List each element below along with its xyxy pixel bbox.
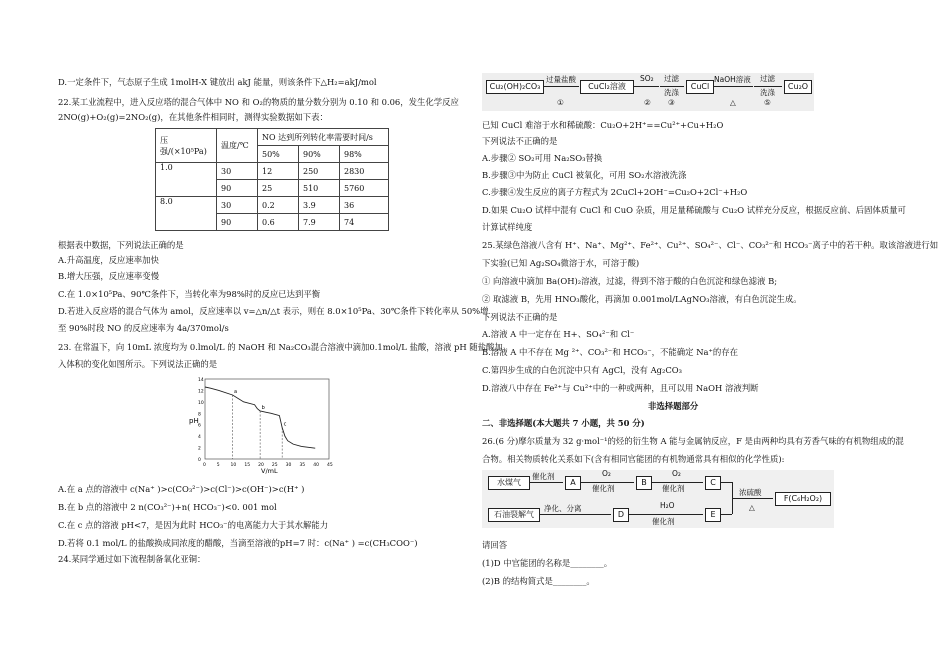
step2-number: ② (644, 98, 651, 107)
q22-option-b: B.增大压强，反应速率变慢 (58, 271, 159, 281)
cell-90: 3.9 (299, 197, 340, 214)
cell-90: 510 (299, 180, 340, 197)
q22-option-d-line1: D.若进入反应塔的混合气体为 amol，反应速率以 v=△n/△t 表示，则在 8.0×10⁵Pa、30℃条件下转化率从 50%增 (58, 306, 489, 316)
point-label: b (261, 405, 265, 411)
arrow (733, 498, 773, 499)
node-c: C (705, 476, 721, 490)
connector (720, 514, 732, 515)
q22-option-c: C.在 1.0×10⁵Pa、90℃条件下，当转化率为98%时的反应已达到平衡 (58, 289, 321, 299)
table-row (156, 197, 389, 214)
arrow (651, 482, 703, 483)
heat-label: △ (749, 503, 755, 512)
header-temperature: 温度/℃ (217, 129, 258, 163)
oxygen-label: O₂ (602, 469, 611, 478)
x-tick-label: 10 (230, 463, 237, 468)
cell-temp: 90 (217, 214, 258, 231)
catalyst-label: 催化剂 (652, 517, 675, 526)
q26-subq2: (2)B 的结构简式是________。 (482, 576, 595, 586)
y-tick-label: 2 (198, 446, 201, 452)
table-row (156, 163, 389, 180)
cell-temp: 30 (217, 197, 258, 214)
cell-98: 2830 (340, 163, 389, 180)
q21-option-d: D.一定条件下，气态原子生成 1molH-X 键放出 akJ 能量，则该条件下△H₂=akJ/mol (58, 77, 377, 87)
y-tick-label: 14 (198, 378, 204, 383)
q23-option-b: B.在 b 点的溶液中 2 n(CO₃²⁻)+n( HCO₃⁻)<0. 001 mol (58, 502, 277, 512)
arrow (539, 514, 611, 515)
pressure-2: 8.0 (156, 197, 217, 231)
q24-option-d-line2: 计算试样纯度 (482, 222, 533, 232)
conversion-time-table (155, 128, 389, 231)
header-time: NO 达到所列转化率需要时间/s (258, 129, 389, 146)
q22-question: 根据表中数据，下列说法正确的是 (58, 240, 184, 250)
step3-wash: 洗涤 (664, 88, 679, 97)
step2-reagent: SO₂ (640, 74, 654, 83)
step5-filter: 过滤 (760, 74, 775, 83)
q22-option-d-line2: 至 90%时段 NO 的反应速率为 4a/370mol/s (58, 323, 229, 333)
y-tick-label: 6 (198, 423, 201, 429)
q23-stem-line2: 入体积的变化如图所示。下列说法正确的是 (58, 359, 218, 369)
node-basic-copper-carbonate: Cu₂(OH)₂CO₃ (486, 80, 544, 94)
x-tick-label: 20 (258, 463, 264, 468)
node-a: A (565, 476, 581, 490)
node-cracked-gas: 石油裂解气 (488, 508, 540, 522)
arrow (529, 482, 563, 483)
node-b: B (636, 476, 652, 490)
q24-question: 下列说法不正确的是 (482, 136, 558, 146)
x-tick-label: 25 (271, 463, 278, 468)
cell-50: 0.2 (258, 197, 299, 214)
step4-reagent: NaOH溶液 (714, 75, 751, 84)
cuprous-oxide-flowchart (482, 73, 814, 111)
y-tick-label: 8 (198, 412, 201, 418)
cell-temp: 30 (217, 163, 258, 180)
cell-98: 5760 (340, 180, 389, 197)
ph-titration-chart (183, 375, 335, 475)
q24-option-b: B.步骤③中为防止 CuCl 被氧化，可用 SO₂水溶液洗涤 (482, 170, 687, 180)
separation-label: 净化、分离 (544, 504, 582, 513)
q24-stem: 24.某同学通过如下流程制备氧化亚铜： (58, 554, 206, 564)
arrow (580, 482, 634, 483)
connector (720, 482, 732, 483)
cell-98: 36 (340, 197, 389, 214)
section-title: 非选择题部分 (648, 401, 699, 411)
arrow (628, 514, 703, 515)
header-pressure: 压强/(×10⁵Pa) (156, 129, 217, 163)
q22-option-a: A.升高温度，反应速率加快 (58, 255, 159, 265)
step5-number: ⑤ (764, 98, 771, 107)
catalyst-label: 催化剂 (592, 484, 615, 493)
step1-reagent: 过量盐酸 (546, 75, 576, 84)
x-tick-label: 15 (244, 463, 251, 468)
y-tick-label: 12 (198, 389, 204, 395)
node-water-gas: 水煤气 (488, 476, 530, 490)
cell-90: 250 (299, 163, 340, 180)
q25-stem-line2: 下实验(已知 Ag₂SO₄微溶于水，可溶于酸) (482, 258, 640, 268)
q25-option-c: C.第四步生成的白色沉淀中只有 AgCl，没有 Ag₂CO₃ (482, 365, 682, 375)
point-label: c (283, 421, 287, 428)
q24-option-a: A.步骤② SO₂可用 Na₂SO₃替换 (482, 153, 603, 163)
catalyst-label: 催化剂 (532, 472, 555, 481)
q22-stem-line1: 22.某工业流程中，进入反应塔的混合气体中 NO 和 O₂的物质的量分数分别为 0.10 和 0.06，发生化学反应 (58, 97, 459, 107)
header-98: 98% (340, 146, 389, 163)
q25-option-b: B.溶液 A 中不存在 Mg ²⁺、CO₃²⁻和 HCO₃⁻，不能确定 Na⁺的存在 (482, 347, 739, 357)
water-label: H₂O (660, 501, 675, 510)
x-tick-label: 40 (313, 463, 319, 468)
section-heading: 二、非选择题(本大题共 7 小题，共 50 分) (482, 418, 645, 428)
cell-50: 25 (258, 180, 299, 197)
cell-50: 0.6 (258, 214, 299, 231)
step3-filter: 过滤 (664, 74, 679, 83)
cell-50: 12 (258, 163, 299, 180)
x-tick-label: 0 (203, 463, 206, 468)
q24-option-d-line1: D.如果 Cu₂O 试样中混有 CuCl 和 CuO 杂质，用足量稀硫酸与 Cu₂O 试样充分反应，根据反应前、后固体质量可 (482, 205, 906, 215)
x-tick-label: 45 (327, 463, 333, 468)
cell-90: 7.9 (299, 214, 340, 231)
q25-step1: ① 向溶液中滴加 Ba(OH)₂溶液，过滤，得到不溶于酸的白色沉淀和绿色滤液 B; (482, 276, 778, 286)
cell-98: 74 (340, 214, 389, 231)
cell-temp: 90 (217, 180, 258, 197)
x-tick-label: 35 (299, 463, 306, 468)
q23-stem-line1: 23. 在常温下，向 10mL 浓度均为 0.lmol/L 的 NaOH 和 Na₂CO₃混合溶液中滴加0.1mol/L 盐酸，溶液 pH 随盐酸加 (58, 342, 503, 352)
q25-option-d: D.溶液八中存在 Fe²⁺与 Cu²⁺中的一种或两种，且可以用 NaOH 溶液判断 (482, 383, 759, 393)
y-axis-label: pH (189, 417, 199, 425)
point-label: a (234, 389, 238, 395)
y-tick-label: 0 (198, 458, 201, 463)
x-axis-label: V/mL (261, 467, 278, 475)
q22-stem-line2: 2NO(g)+O₂(g)=2NO₂(g)，在其他条件相同时，测得实验数据如下表： (58, 112, 328, 122)
q23-option-c: C.在 c 点的溶液 pH<7，是因为此时 HCO₃⁻的电离能力大于其水解能力 (58, 520, 329, 530)
arrow (543, 86, 579, 87)
pressure-1: 1.0 (156, 163, 217, 197)
catalyst-label: 催化剂 (662, 484, 685, 493)
step4-heat: △ (730, 98, 736, 107)
q23-option-d: D.若将 0.1 mol/L 的盐酸换成同浓度的醋酸，当滴至溶液的pH=7 时：c(Na⁺ ) =c(CH₃COO⁻) (58, 538, 418, 548)
arrow (754, 86, 782, 87)
q26-subq1: (1)D 中官能团的名称是________。 (482, 558, 613, 568)
node-d: D (613, 508, 629, 522)
arrow (633, 86, 659, 87)
q25-stem-line1: 25.某绿色溶液八含有 H⁺、Na⁺、Mg²⁺、Fe²⁺、Cu²⁺、SO₄²⁻、Cl⁻、CO₃²⁻和 HCO₃⁻离子中的若干种。取该溶液进行如 (482, 240, 939, 250)
q26-stem-line1: 26.(6 分)摩尔质量为 32 g·mol⁻¹的烃的衍生物 A 能与金属钠反应，F 是由两种均具有芳香气味的有机物组成的混 (482, 436, 904, 446)
arrow (660, 86, 684, 87)
q23-option-a: A.在 a 点的溶液中 c(Na⁺ )>c(CO₃²⁻)>c(Cl⁻)>c(OH⁻)>c(H⁺ ) (58, 484, 305, 494)
step1-number: ① (557, 98, 564, 107)
q26-stem-line2: 合物。相关物质转化关系如下(含有相同官能团的有机物通常具有相似的化学性质): (482, 454, 785, 464)
y-tick-label: 10 (198, 400, 204, 406)
node-cu2o: Cu₂O (784, 80, 812, 94)
q26-prompt: 请回答 (482, 540, 508, 550)
organic-conversion-flowchart (482, 470, 834, 528)
node-e: E (705, 508, 721, 522)
node-cucl: CuCl (686, 80, 714, 94)
q25-question: 下列说法不正确的是 (482, 312, 558, 322)
q25-option-a: A.溶液 A 中一定存在 H+、SO₄²⁻和 Cl⁻ (482, 329, 635, 339)
q25-step2: ② 取滤液 B，先用 HNO₃酸化，再滴加 0.001mol/LAgNO₃溶液，有白色沉淀生成。 (482, 294, 802, 304)
q24-option-c: C.步骤④发生反应的离子方程式为 2CuCl+2OH⁻=Cu₂O+2Cl⁻+H₂O (482, 187, 748, 197)
y-tick-label: 4 (198, 435, 201, 441)
q24-known: 已知 CuCl 难溶于水和稀硫酸：Cu₂O+2H⁺==Cu²⁺+Cu+H₂O (482, 120, 724, 130)
step5-wash: 洗涤 (760, 88, 775, 97)
header-90: 90% (299, 146, 340, 163)
arrow (713, 86, 753, 87)
x-tick-label: 5 (216, 463, 220, 468)
step3-number: ③ (668, 98, 675, 107)
node-f: F(C₆H₂O₂) (775, 492, 831, 506)
acid-label: 浓硫酸 (739, 488, 762, 497)
node-cucl2-solution: CuCl₂溶液 (580, 80, 634, 94)
x-tick-label: 30 (285, 463, 292, 468)
header-50: 50% (258, 146, 299, 163)
oxygen-label: O₂ (672, 469, 681, 478)
